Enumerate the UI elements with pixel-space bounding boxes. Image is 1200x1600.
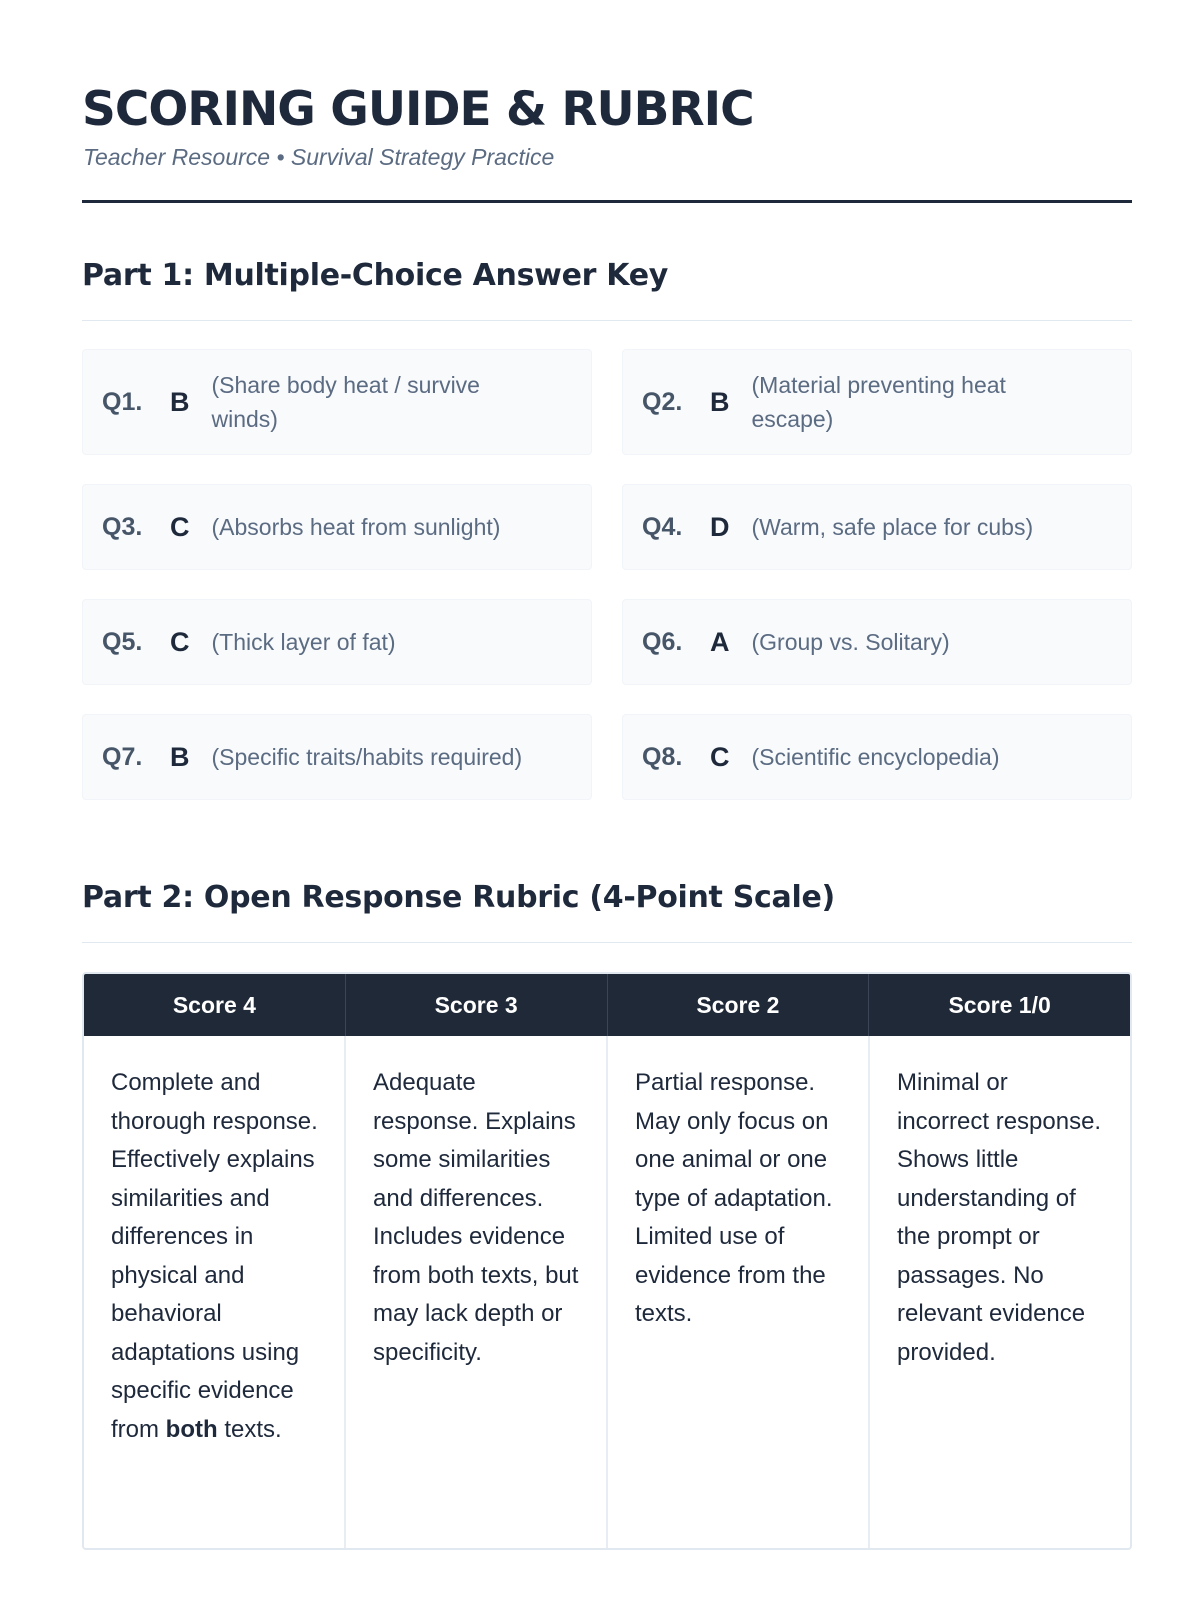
answer-card-q1 xyxy=(82,349,592,455)
answer-explanation: (Scientific encyclopedia) xyxy=(751,744,1000,770)
question-number: Q2. xyxy=(642,387,683,416)
answer-letter: B xyxy=(170,386,190,417)
question-number: Q4. xyxy=(642,512,683,541)
question-number: Q7. xyxy=(102,742,143,771)
answer-card-q3 xyxy=(82,484,592,570)
part2-divider xyxy=(82,942,1132,943)
answer-letter: B xyxy=(710,386,730,417)
answer-card-q8 xyxy=(622,714,1132,800)
answer-explanation: (Absorbs heat from sunlight) xyxy=(211,514,501,540)
part1-title: Part 1: Multiple-Choice Answer Key xyxy=(82,258,668,293)
question-number: Q5. xyxy=(102,627,143,656)
rubric-cell-score-1-0: Minimal or incorrect response. Shows little understanding of the prompt or passages. No relevant evidence provided. xyxy=(897,1069,1102,1366)
answer-letter: C xyxy=(170,511,190,542)
answer-letter: A xyxy=(710,626,730,657)
answer-card-q4 xyxy=(622,484,1132,570)
page-subtitle: Teacher Resource • Survival Strategy Practice xyxy=(83,144,555,170)
question-number: Q3. xyxy=(102,512,143,541)
question-number: Q8. xyxy=(642,742,683,771)
answer-explanation: (Specific traits/habits required) xyxy=(211,744,523,770)
rubric-table xyxy=(82,972,1132,1550)
answer-card-q7 xyxy=(82,714,592,800)
rubric-cell-score-2: Partial response. May only focus on one animal or one type of adaptation. Limited use of evidence from the texts. xyxy=(608,1036,870,1548)
answer-explanation: (Share body heat / survive winds) xyxy=(211,372,480,432)
rubric-emphasis: both xyxy=(165,1415,218,1443)
rubric-header-score-2: Score 2 xyxy=(608,974,870,1036)
question-number: Q1. xyxy=(102,387,143,416)
answer-card-q5 xyxy=(82,599,592,685)
answer-explanation: (Thick layer of fat) xyxy=(211,629,396,655)
rubric-header-row xyxy=(84,974,1130,1036)
answer-card-q6 xyxy=(622,599,1132,685)
answer-letter: C xyxy=(170,626,190,657)
answer-explanation: (Group vs. Solitary) xyxy=(751,629,950,655)
rubric-text: Complete and thorough response. Effectively explains similarities and differences in physical and behavioral adaptations using specific evidence from xyxy=(111,1069,318,1443)
rubric-cell-score-3: Adequate response. Explains some similarities and differences. Includes evidence from both texts, but may lack depth or specificity. xyxy=(346,1036,608,1548)
rubric-header-score-4: Score 4 xyxy=(84,974,346,1036)
rubric-cell-score-4 xyxy=(84,1036,346,1548)
rubric-header-score-1-0: Score 1/0 xyxy=(948,991,1051,1018)
answer-card-q2 xyxy=(622,349,1132,455)
answer-letter: B xyxy=(170,741,190,772)
part2-title: Part 2: Open Response Rubric (4-Point Scale) xyxy=(82,880,835,915)
answer-explanation: (Material preventing heat escape) xyxy=(751,372,1006,432)
title-divider xyxy=(82,200,1132,203)
answer-explanation: (Warm, safe place for cubs) xyxy=(751,514,1034,540)
rubric-header-score-3: Score 3 xyxy=(346,974,608,1036)
question-number: Q6. xyxy=(642,627,683,656)
part1-divider xyxy=(82,320,1132,321)
rubric-text-end: texts. xyxy=(224,1415,282,1443)
page-title: SCORING GUIDE & RUBRIC xyxy=(82,82,754,137)
rubric-body-row xyxy=(84,1036,1130,1548)
answer-letter: C xyxy=(710,741,730,772)
answer-letter: D xyxy=(710,511,730,542)
